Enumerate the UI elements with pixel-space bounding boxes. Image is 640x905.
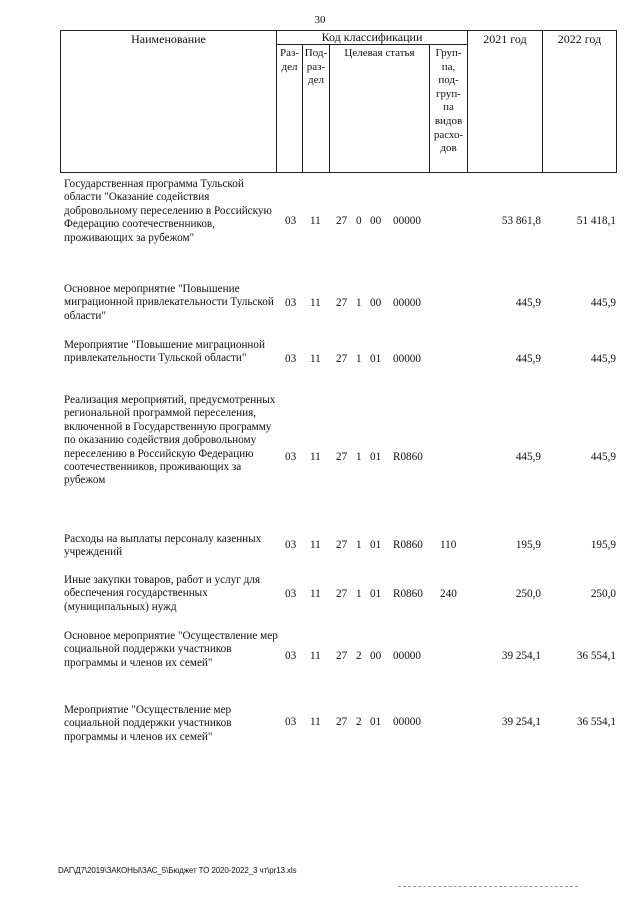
header-2022-label: 2022 год	[557, 32, 602, 46]
row-cs-direction: 00000	[393, 215, 421, 227]
row-value-2021: 445,9	[515, 297, 541, 309]
header-podrazdel-label: Под- раз- дел	[304, 47, 328, 87]
row-cs-direction: 00000	[393, 297, 421, 309]
row-name: Основное мероприятие "Повышение миграционной привлекательности Тульской области"	[64, 283, 274, 322]
row-name: Иные закупки товаров, работ и услуг для обеспечения государственных (муниципальных) нужд	[64, 574, 261, 613]
row-cs-program: 27	[336, 353, 348, 365]
row-podrazdel: 11	[310, 650, 321, 662]
row-cs-direction: 00000	[393, 650, 421, 662]
row-name: Мероприятие "Осуществление мер социальной поддержки участников программы и членов их семей"	[64, 704, 232, 743]
row-vid-rashodov: 110	[440, 539, 457, 551]
row-value-2022: 445,9	[590, 451, 616, 463]
header-razdel-label: Раз- дел	[279, 47, 299, 73]
row-cs-subprogram: 0	[356, 215, 362, 227]
row-razdel: 03	[285, 215, 297, 227]
row-value-2022: 445,9	[590, 353, 616, 365]
row-podrazdel: 11	[310, 451, 321, 463]
row-name: Мероприятие "Повышение миграционной привлекательности Тульской области"	[64, 339, 265, 365]
row-cs-event: 00	[370, 215, 382, 227]
row-podrazdel: 11	[310, 588, 321, 600]
row-value-2022: 36 554,1	[576, 650, 616, 662]
row-value-2022: 36 554,1	[576, 716, 616, 728]
row-podrazdel: 11	[310, 716, 321, 728]
row-cs-subprogram: 1	[356, 353, 362, 365]
row-razdel: 03	[285, 539, 297, 551]
row-value-2021: 250,0	[515, 588, 541, 600]
header-target-article-label: Целевая статья	[344, 47, 415, 59]
header-cell-name	[60, 30, 277, 173]
row-cs-event: 01	[370, 353, 382, 365]
row-value-2021: 39 254,1	[501, 650, 541, 662]
file-path-footer: DAГ\Д7\2019\ЗАКОНЫ\ЗАС_5\Бюджет ТО 2020-2022_3 чт\pr13.xls	[58, 866, 297, 875]
row-razdel: 03	[285, 451, 297, 463]
row-name: Расходы на выплаты персоналу казенных учреждений	[64, 533, 262, 559]
row-podrazdel: 11	[310, 215, 321, 227]
row-cs-direction: R0860	[393, 451, 423, 463]
row-cs-subprogram: 2	[356, 716, 362, 728]
row-value-2021: 39 254,1	[501, 716, 541, 728]
header-cell-target-article	[329, 44, 430, 173]
header-cell-2022	[542, 30, 617, 173]
row-name: Основное мероприятие "Осуществление мер социальной поддержки участников программы и членов их семей"	[64, 630, 278, 669]
row-cs-subprogram: 1	[356, 588, 362, 600]
row-razdel: 03	[285, 297, 297, 309]
row-razdel: 03	[285, 716, 297, 728]
header-vid-rashodov-label: Груп- па, под- груп- па видов расхо- дов	[433, 47, 464, 155]
row-cs-program: 27	[336, 588, 348, 600]
row-value-2022: 250,0	[590, 588, 616, 600]
row-cs-event: 01	[370, 588, 382, 600]
row-podrazdel: 11	[310, 539, 321, 551]
row-cs-direction: R0860	[393, 588, 423, 600]
bottom-divider	[398, 886, 578, 887]
row-value-2022: 195,9	[590, 539, 616, 551]
row-podrazdel: 11	[310, 353, 321, 365]
row-name: Государственная программа Тульской области "Оказание содействия добровольному переселению в Российскую Федерацию соотечественников, проживающих за рубежом"	[64, 178, 272, 244]
header-name-label: Наименование	[131, 32, 206, 46]
row-cs-program: 27	[336, 297, 348, 309]
row-cs-subprogram: 1	[356, 297, 362, 309]
row-cs-event: 00	[370, 297, 382, 309]
row-cs-program: 27	[336, 215, 348, 227]
header-code-group-label: Код классификации	[321, 30, 423, 44]
row-cs-event: 01	[370, 539, 382, 551]
row-value-2021: 195,9	[515, 539, 541, 551]
row-cs-event: 00	[370, 650, 382, 662]
row-value-2022: 51 418,1	[576, 215, 616, 227]
row-cs-event: 01	[370, 716, 382, 728]
row-razdel: 03	[285, 588, 297, 600]
row-razdel: 03	[285, 353, 297, 365]
row-cs-direction: 00000	[393, 353, 421, 365]
row-value-2021: 445,9	[515, 451, 541, 463]
row-cs-subprogram: 1	[356, 451, 362, 463]
row-vid-rashodov: 240	[440, 588, 457, 600]
row-cs-program: 27	[336, 539, 348, 551]
row-value-2021: 445,9	[515, 353, 541, 365]
header-cell-2021	[467, 30, 543, 173]
row-value-2021: 53 861,8	[501, 215, 541, 227]
row-name: Реализация мероприятий, предусмотренных региональной программой переселения, включенной в Государственную программу по оказанию содействия добровольному переселению в Российскую Федерацию соотечественников, проживающих за рубежом	[64, 394, 276, 487]
header-2021-label: 2021 год	[483, 32, 527, 46]
row-razdel: 03	[285, 650, 297, 662]
row-cs-program: 27	[336, 451, 348, 463]
row-cs-event: 01	[370, 451, 382, 463]
row-cs-subprogram: 2	[356, 650, 362, 662]
row-cs-program: 27	[336, 650, 348, 662]
row-cs-direction: 00000	[393, 716, 421, 728]
row-cs-subprogram: 1	[356, 539, 362, 551]
row-podrazdel: 11	[310, 297, 321, 309]
row-cs-program: 27	[336, 716, 348, 728]
row-cs-direction: R0860	[393, 539, 423, 551]
page-number: 30	[314, 14, 326, 26]
row-value-2022: 445,9	[590, 297, 616, 309]
